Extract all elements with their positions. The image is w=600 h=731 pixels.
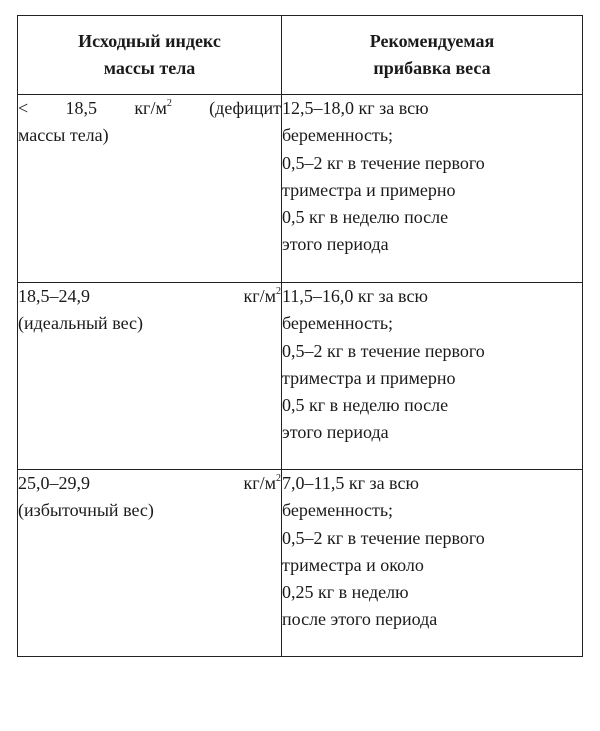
bmi-value: 18,5 (65, 98, 97, 118)
bmi-unit-exponent: 2 (276, 286, 281, 297)
gain-line: 7,0–11,5 кг за всю (282, 473, 419, 493)
bmi-unit-wrap (243, 470, 281, 497)
gain-cell (282, 470, 583, 657)
bmi-unit: кг/м (243, 473, 276, 493)
gain-line: триместра и около (282, 554, 424, 575)
gain-line: триместра и примерно (282, 367, 456, 388)
header-bmi-line2: массы тела (103, 58, 196, 78)
header-weight-gain (282, 16, 583, 95)
weight-gain-table (17, 15, 583, 657)
bmi-unit-wrap (243, 283, 281, 310)
bmi-category-start: (дефицит (209, 98, 281, 118)
header-gain-line2: прибавка веса (373, 58, 491, 78)
gain-line: 12,5–18,0 кг за всю (282, 98, 429, 118)
header-bmi (18, 16, 282, 95)
gain-line: этого периода (282, 422, 389, 443)
table-row (18, 95, 583, 283)
bmi-line1 (18, 283, 281, 310)
gain-line: триместра и примерно (282, 179, 456, 200)
bmi-cell (18, 283, 282, 470)
bmi-cell (18, 95, 282, 283)
gain-cell (282, 283, 583, 470)
header-bmi-line1: Исходный индекс (78, 31, 221, 51)
bmi-range: 25,0–29,9 (18, 473, 90, 493)
header-gain-line1: Рекомендуемая (369, 31, 495, 51)
bmi-unit-exponent: 2 (166, 98, 172, 109)
gain-line: 0,5–2 кг в течение первого (282, 152, 485, 173)
bmi-cell (18, 470, 282, 657)
bmi-less-than: < (18, 98, 29, 118)
gain-line: 0,5 кг в неделю после (282, 395, 449, 416)
bmi-line1 (18, 470, 281, 497)
gain-line: 0,25 кг в неделю (282, 582, 409, 603)
gain-cell (282, 95, 583, 283)
bmi-unit: кг/м (243, 286, 276, 306)
bmi-line2: массы тела) (18, 125, 109, 146)
gain-line: 0,5–2 кг в течение первого (282, 527, 485, 548)
gain-line: беременность; (282, 500, 394, 521)
gain-line: после этого периода (282, 609, 438, 630)
bmi-line2: (идеальный вес) (18, 313, 144, 334)
gain-line: беременность; (282, 313, 394, 334)
gain-line: 11,5–16,0 кг за всю (282, 286, 428, 306)
gain-line: 0,5–2 кг в течение первого (282, 340, 485, 361)
bmi-unit-wrap (134, 95, 172, 122)
table-row (18, 283, 583, 470)
gain-line: 0,5 кг в неделю после (282, 207, 449, 228)
bmi-line2: (избыточный вес) (18, 500, 154, 521)
bmi-range: 18,5–24,9 (18, 286, 90, 306)
bmi-line1 (18, 95, 281, 122)
table-row (18, 470, 583, 657)
gain-line: беременность; (282, 125, 394, 146)
bmi-unit: кг/м (134, 98, 167, 118)
table-header-row (18, 16, 583, 95)
gain-line: этого периода (282, 234, 389, 255)
bmi-unit-exponent: 2 (276, 473, 281, 484)
